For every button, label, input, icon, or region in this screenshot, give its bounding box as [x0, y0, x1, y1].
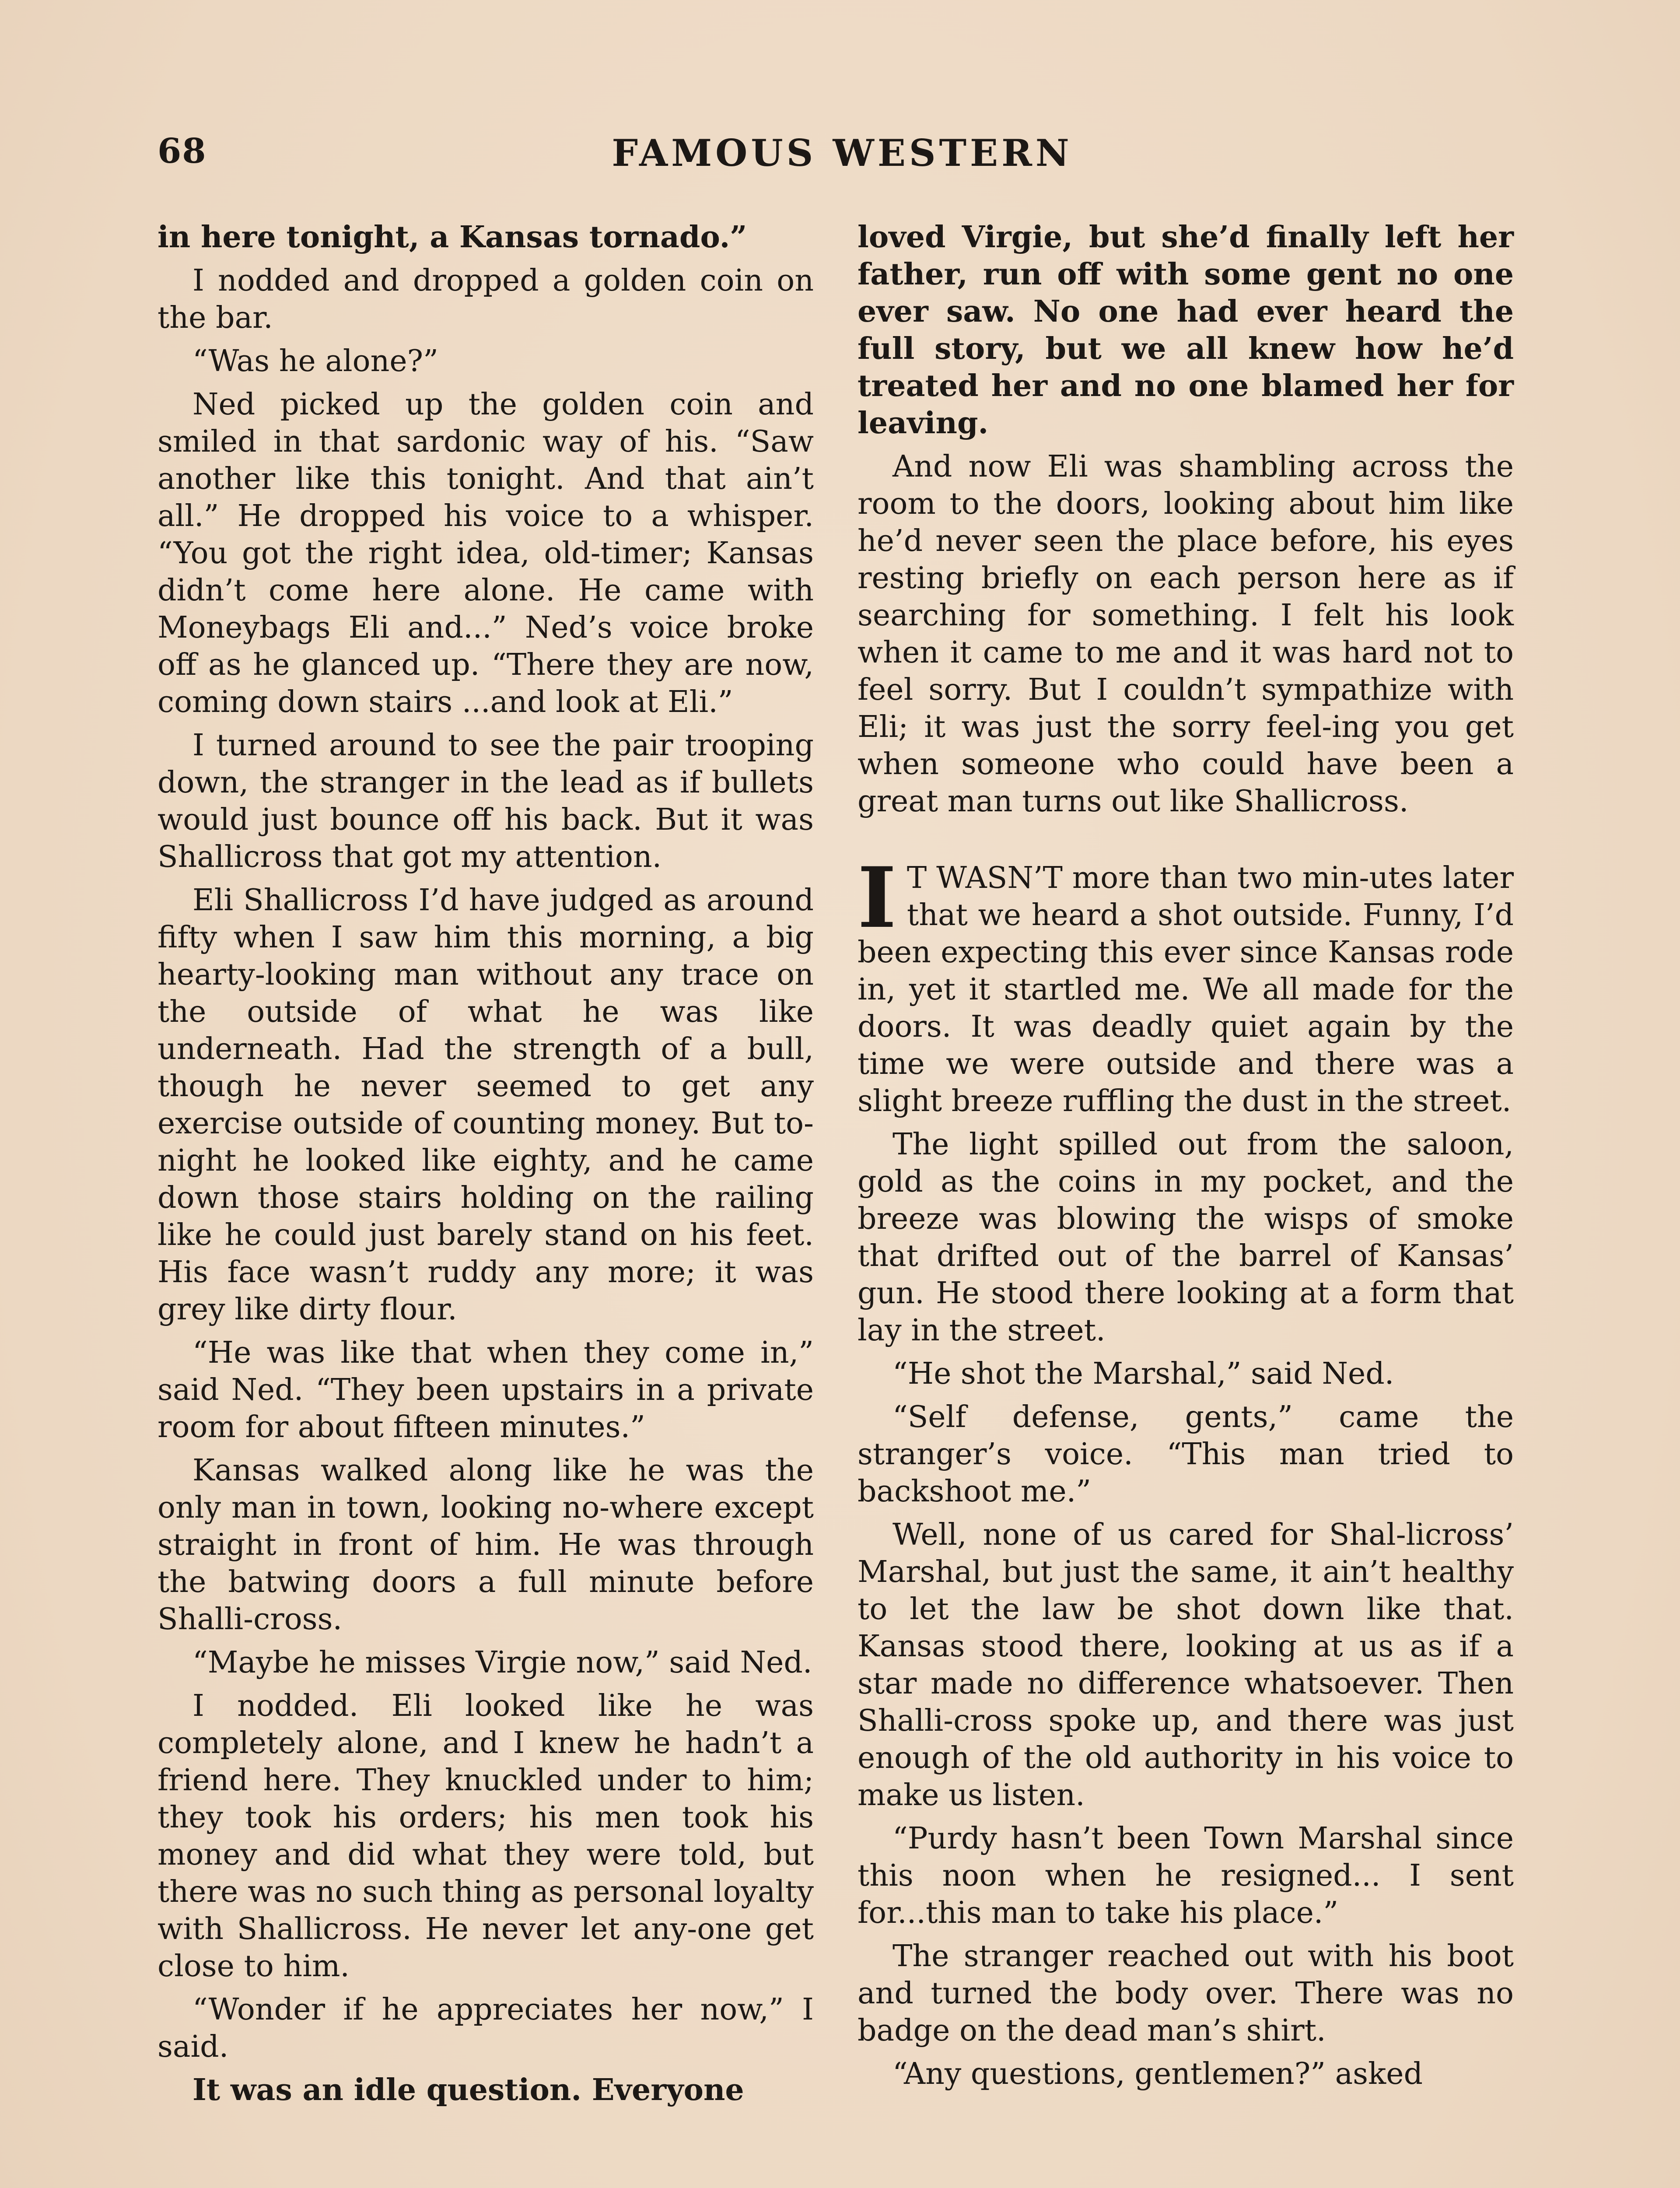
paragraph: Well, none of us cared for Shal-licross’ Marshal, but just the same, it ain’t healthy to let the law be shot down like that. Kansas stood there, looking at us as if a star made no difference whatsoever. Then Shalli-cross spoke up, and there was just enough of the old authority in his voice to make us listen.	[858, 1518, 1514, 1813]
right-text-column	[858, 219, 1514, 2099]
paragraph: loved Virgie, but she’d finally left her father, run off with some gent no one ever saw. No one had ever heard the full story, but we all knew how he’d treated her and no one blamed her for leaving.	[858, 220, 1514, 441]
paragraph: “He shot the Marshal,” said Ned.	[892, 1357, 1394, 1391]
section-opening-text: T WASN’T more than two min-utes later that we heard a shot outside. Funny, I’d been expecting this ever since Kansas rode in, yet it startled me. We all made for the doors. It was deadly quiet again by the time we were outside and there was a slight breeze ruffling the dust in the street.	[858, 861, 1514, 1119]
paragraph: “Any questions, gentlemen?” asked	[892, 2057, 1423, 2091]
paragraph: “Self defense, gents,” came the stranger’s voice. “This man tried to backshoot me.”	[858, 1400, 1514, 1509]
paragraph: “Purdy hasn’t been Town Marshal since this noon when he resigned... I sent for...this man to take his place.”	[858, 1821, 1514, 1930]
left-text-column	[158, 219, 814, 2115]
page-number: 68	[158, 131, 207, 171]
paragraph: Eli Shallicross I’d have judged as around fifty when I saw him this morning, a big hearty-looking man without any trace on the outside of what he was like underneath. Had the strength of a bull, though he never seemed to get any exercise outside of counting money. But to-night he looked like eighty, and he came down those stairs holding on the railing like he could just barely stand on his feet. His face wasn’t ruddy any more; it was grey like dirty flour.	[158, 883, 814, 1327]
paragraph: “Was he alone?”	[192, 344, 438, 379]
paragraph: “Wonder if he appreciates her now,” I said.	[158, 1992, 814, 2064]
paragraph: “He was like that when they come in,” said Ned. “They been upstairs in a private room for about fifteen minutes.”	[158, 1336, 814, 1445]
drop-cap: I	[858, 849, 896, 947]
paragraph: in here tonight, a Kansas tornado.”	[158, 220, 747, 255]
magazine-title: FAMOUS WESTERN	[612, 131, 1073, 175]
paragraph: Kansas walked along like he was the only man in town, looking no-where except straight in front of him. He was through the batwing doors a full minute before Shalli-cross.	[158, 1453, 814, 1637]
paragraph: “Maybe he misses Virgie now,” said Ned.	[192, 1645, 812, 1680]
page-header	[158, 131, 1527, 188]
paragraph: I nodded. Eli looked like he was completely alone, and I knew he hadn’t a friend here. They knuckled under to him; they took his orders; his men took his money and did what they were told, but there was no such thing as personal loyalty with Shallicross. He never let any-one get close to him.	[158, 1689, 814, 1984]
paragraph: The light spilled out from the saloon, gold as the coins in my pocket, and the breeze was blowing the wisps of smoke that drifted out of the barrel of Kansas’ gun. He stood there looking at a form that lay in the street.	[858, 1127, 1514, 1348]
paragraph: I turned around to see the pair trooping down, the stranger in the lead as if bullets would just bounce off his back. But it was Shallicross that got my attention.	[158, 728, 814, 874]
paragraph: It was an idle question. Everyone	[192, 2072, 744, 2107]
section-opening-paragraph	[858, 849, 1514, 1120]
paragraph: I nodded and dropped a golden coin on the bar.	[158, 263, 814, 335]
paragraph: And now Eli was shambling across the room to the doors, looking about him like he’d never seen the place before, his eyes resting briefly on each person here as if searching for something. I felt his look when it came to me and it was hard not to feel sorry. But I couldn’t sympathize with Eli; it was just the sorry feel-ing you get when someone who could have been a great man turns out like Shallicross.	[858, 449, 1514, 819]
paragraph: The stranger reached out with his boot and turned the body over. There was no badge on the dead man’s shirt.	[858, 1939, 1514, 2048]
paragraph: Ned picked up the golden coin and smiled in that sardonic way of his. “Saw another like this tonight. And that ain’t all.” He dropped his voice to a whisper. “You got the right idea, old-timer; Kansas didn’t come here alone. He came with Moneybags Eli and...” Ned’s voice broke off as he glanced up. “There they are now, coming down stairs ...and look at Eli.”	[158, 387, 814, 719]
